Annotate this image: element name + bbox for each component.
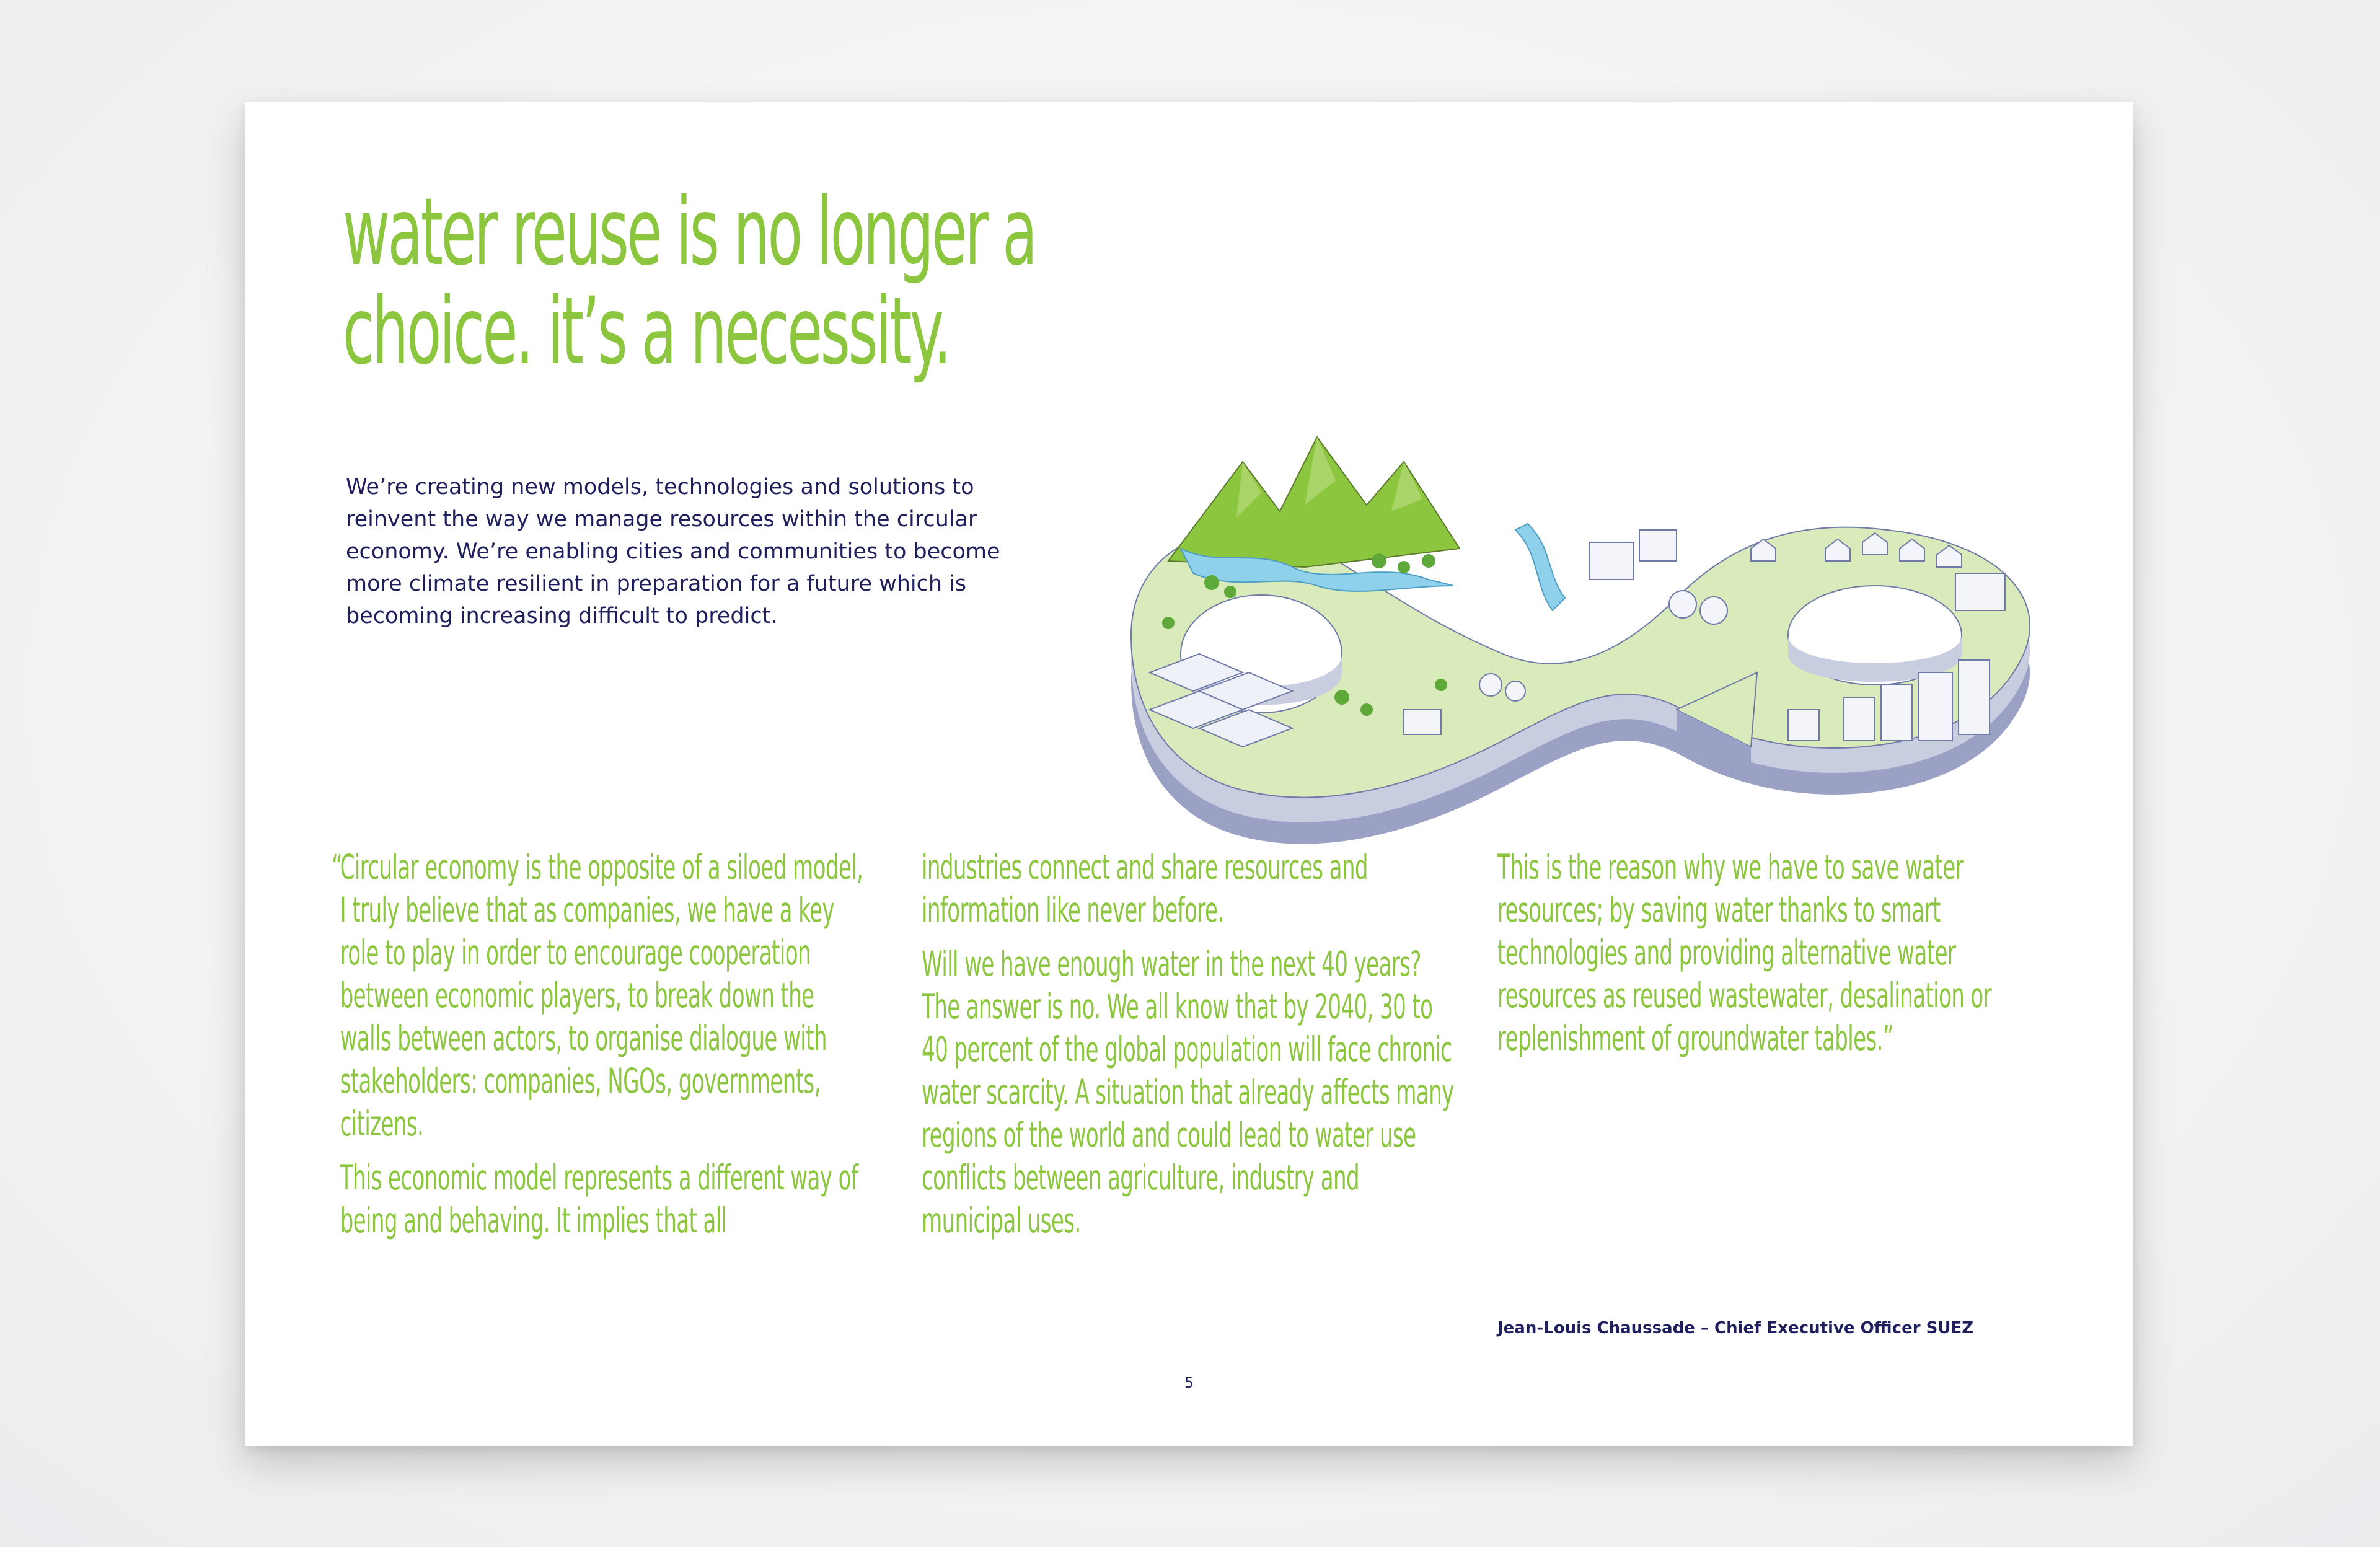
headline-line-2: choice. it’s a necessity.	[343, 278, 950, 386]
headline-line-1: water reuse is no longer a	[343, 178, 1036, 286]
quote-text: Circular economy is the opposite of a siloed model, I truly believe that as companies, we have a key role to play in order to encourage cooperation between economic players, to break down the walls between actors, to organise dialogue with stakeholders: companies, NGOs, governments, citizens.	[340, 847, 863, 1144]
open-quote-mark: “	[332, 847, 343, 887]
page-number: 5	[1184, 1374, 1194, 1391]
mountains	[1168, 437, 1460, 567]
quote-column-3	[1497, 846, 2035, 1071]
quote-paragraph	[332, 846, 870, 1145]
brochure-page	[245, 102, 2133, 1446]
quote-paragraph: This is the reason why we have to save water resources; by saving water thanks to smart technologies and providing alternative water resources as reused wastewater, desalination or replenishment of groundwater tables.”	[1497, 847, 1992, 1058]
quote-paragraph: Will we have enough water in the next 40 years? The answer is no. We all know that by 2040, 30 to 40 percent of the global population will face chronic water scarcity. A situation that already affects many regions of the world and could lead to water use conflicts between agriculture, industry and municipal uses.	[922, 944, 1454, 1240]
circular-economy-infinity-illustration	[1057, 363, 2086, 889]
quote-paragraph: This economic model represents a different way of being and behaving. It implies that all	[340, 1158, 858, 1240]
quote-column-1	[332, 846, 870, 1253]
quote-attribution: Jean-Louis Chaussade – Chief Executive Officer SUEZ	[1497, 1319, 1974, 1338]
quote-column-2	[922, 846, 1460, 1253]
headline	[343, 178, 1036, 386]
intro-paragraph: We’re creating new models, technologies and solutions to reinvent the way we manage resources within the circular economy. We’re enabling cities and communities to become more climate resilient in preparation for a future which is becoming increasing difficult to predict.	[346, 475, 1000, 628]
quote-paragraph: industries connect and share resources and information like never before.	[922, 847, 1368, 930]
